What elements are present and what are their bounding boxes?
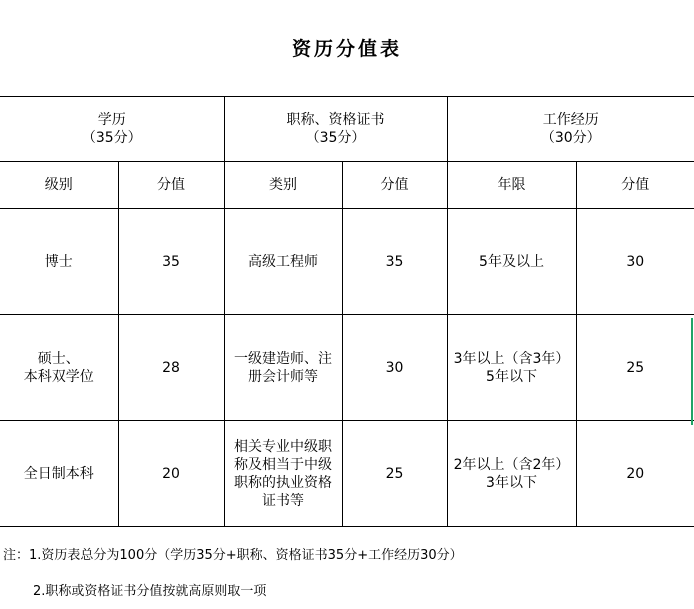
- level-cell[interactable]: [0, 315, 118, 421]
- group-score: （30分）: [540, 130, 601, 146]
- group-score: （35分）: [305, 130, 366, 146]
- column-header-row: [0, 162, 694, 209]
- title-area: [0, 0, 694, 97]
- cell-line: 2年以上（含2年）: [453, 456, 570, 473]
- score-table: [0, 96, 694, 527]
- column-header[interactable]: 分值: [576, 162, 694, 209]
- years-score-cell[interactable]: 25: [576, 315, 694, 421]
- table-row: [0, 209, 694, 315]
- cell-line: 3年以下: [486, 474, 537, 491]
- cell-selection-edge: [691, 318, 693, 425]
- group-score: （35分）: [81, 130, 142, 146]
- cell-line: 3年以上（含3年）: [453, 350, 570, 367]
- years-cell[interactable]: [447, 315, 576, 421]
- cell-line: 5年以下: [486, 368, 537, 385]
- notes-section: [0, 534, 694, 609]
- cell-line: 本科双学位: [23, 368, 94, 385]
- category-score-cell[interactable]: 35: [342, 209, 447, 315]
- note-line[interactable]: 2.职称或资格证书分值按就高原则取一项: [33, 584, 267, 599]
- column-header[interactable]: 类别: [224, 162, 342, 209]
- category-score-cell[interactable]: 30: [342, 315, 447, 421]
- cell-line: 5年及以上: [479, 253, 544, 270]
- cell-line: 全日制本科: [23, 465, 94, 482]
- cell-line: 相关专业中级职: [234, 438, 333, 455]
- table-row: [0, 315, 694, 421]
- group-header-row: [0, 97, 694, 162]
- group-header-education[interactable]: [0, 97, 224, 162]
- table-row: [0, 421, 694, 527]
- column-header[interactable]: 分值: [342, 162, 447, 209]
- column-header[interactable]: 分值: [118, 162, 224, 209]
- level-cell[interactable]: [0, 421, 118, 527]
- cell-line: 证书等: [262, 492, 305, 509]
- years-cell[interactable]: [447, 209, 576, 315]
- years-cell[interactable]: [447, 421, 576, 527]
- level-score-cell[interactable]: 20: [118, 421, 224, 527]
- years-score-cell[interactable]: 20: [576, 421, 694, 527]
- level-score-cell[interactable]: 28: [118, 315, 224, 421]
- category-cell[interactable]: [224, 421, 342, 527]
- group-header-title-certificate[interactable]: [224, 97, 447, 162]
- group-name: 学历: [97, 112, 126, 128]
- category-score-cell[interactable]: 25: [342, 421, 447, 527]
- cell-line: 博士: [44, 253, 73, 270]
- category-cell[interactable]: [224, 315, 342, 421]
- note-line[interactable]: 注：1.资历表总分为100分（学历35分+职称、资格证书35分+工作经历30分）: [3, 548, 463, 563]
- years-score-cell[interactable]: 30: [576, 209, 694, 315]
- group-name: 工作经历: [542, 112, 599, 128]
- column-header[interactable]: 年限: [447, 162, 576, 209]
- level-cell[interactable]: [0, 209, 118, 315]
- cell-line: 册会计师等: [248, 368, 319, 385]
- cell-line: 高级工程师: [248, 253, 319, 270]
- cell-line: 一级建造师、注: [234, 350, 333, 367]
- group-header-work-experience[interactable]: [447, 97, 694, 162]
- group-name: 职称、资格证书: [286, 112, 385, 128]
- category-cell[interactable]: [224, 209, 342, 315]
- cell-line: 职称的执业资格: [234, 474, 333, 491]
- cell-line: 硕士、: [37, 350, 80, 367]
- cell-line: 称及相当于中级: [234, 456, 333, 473]
- column-header[interactable]: 级别: [0, 162, 118, 209]
- page-title: 资历分值表: [291, 38, 402, 60]
- level-score-cell[interactable]: 35: [118, 209, 224, 315]
